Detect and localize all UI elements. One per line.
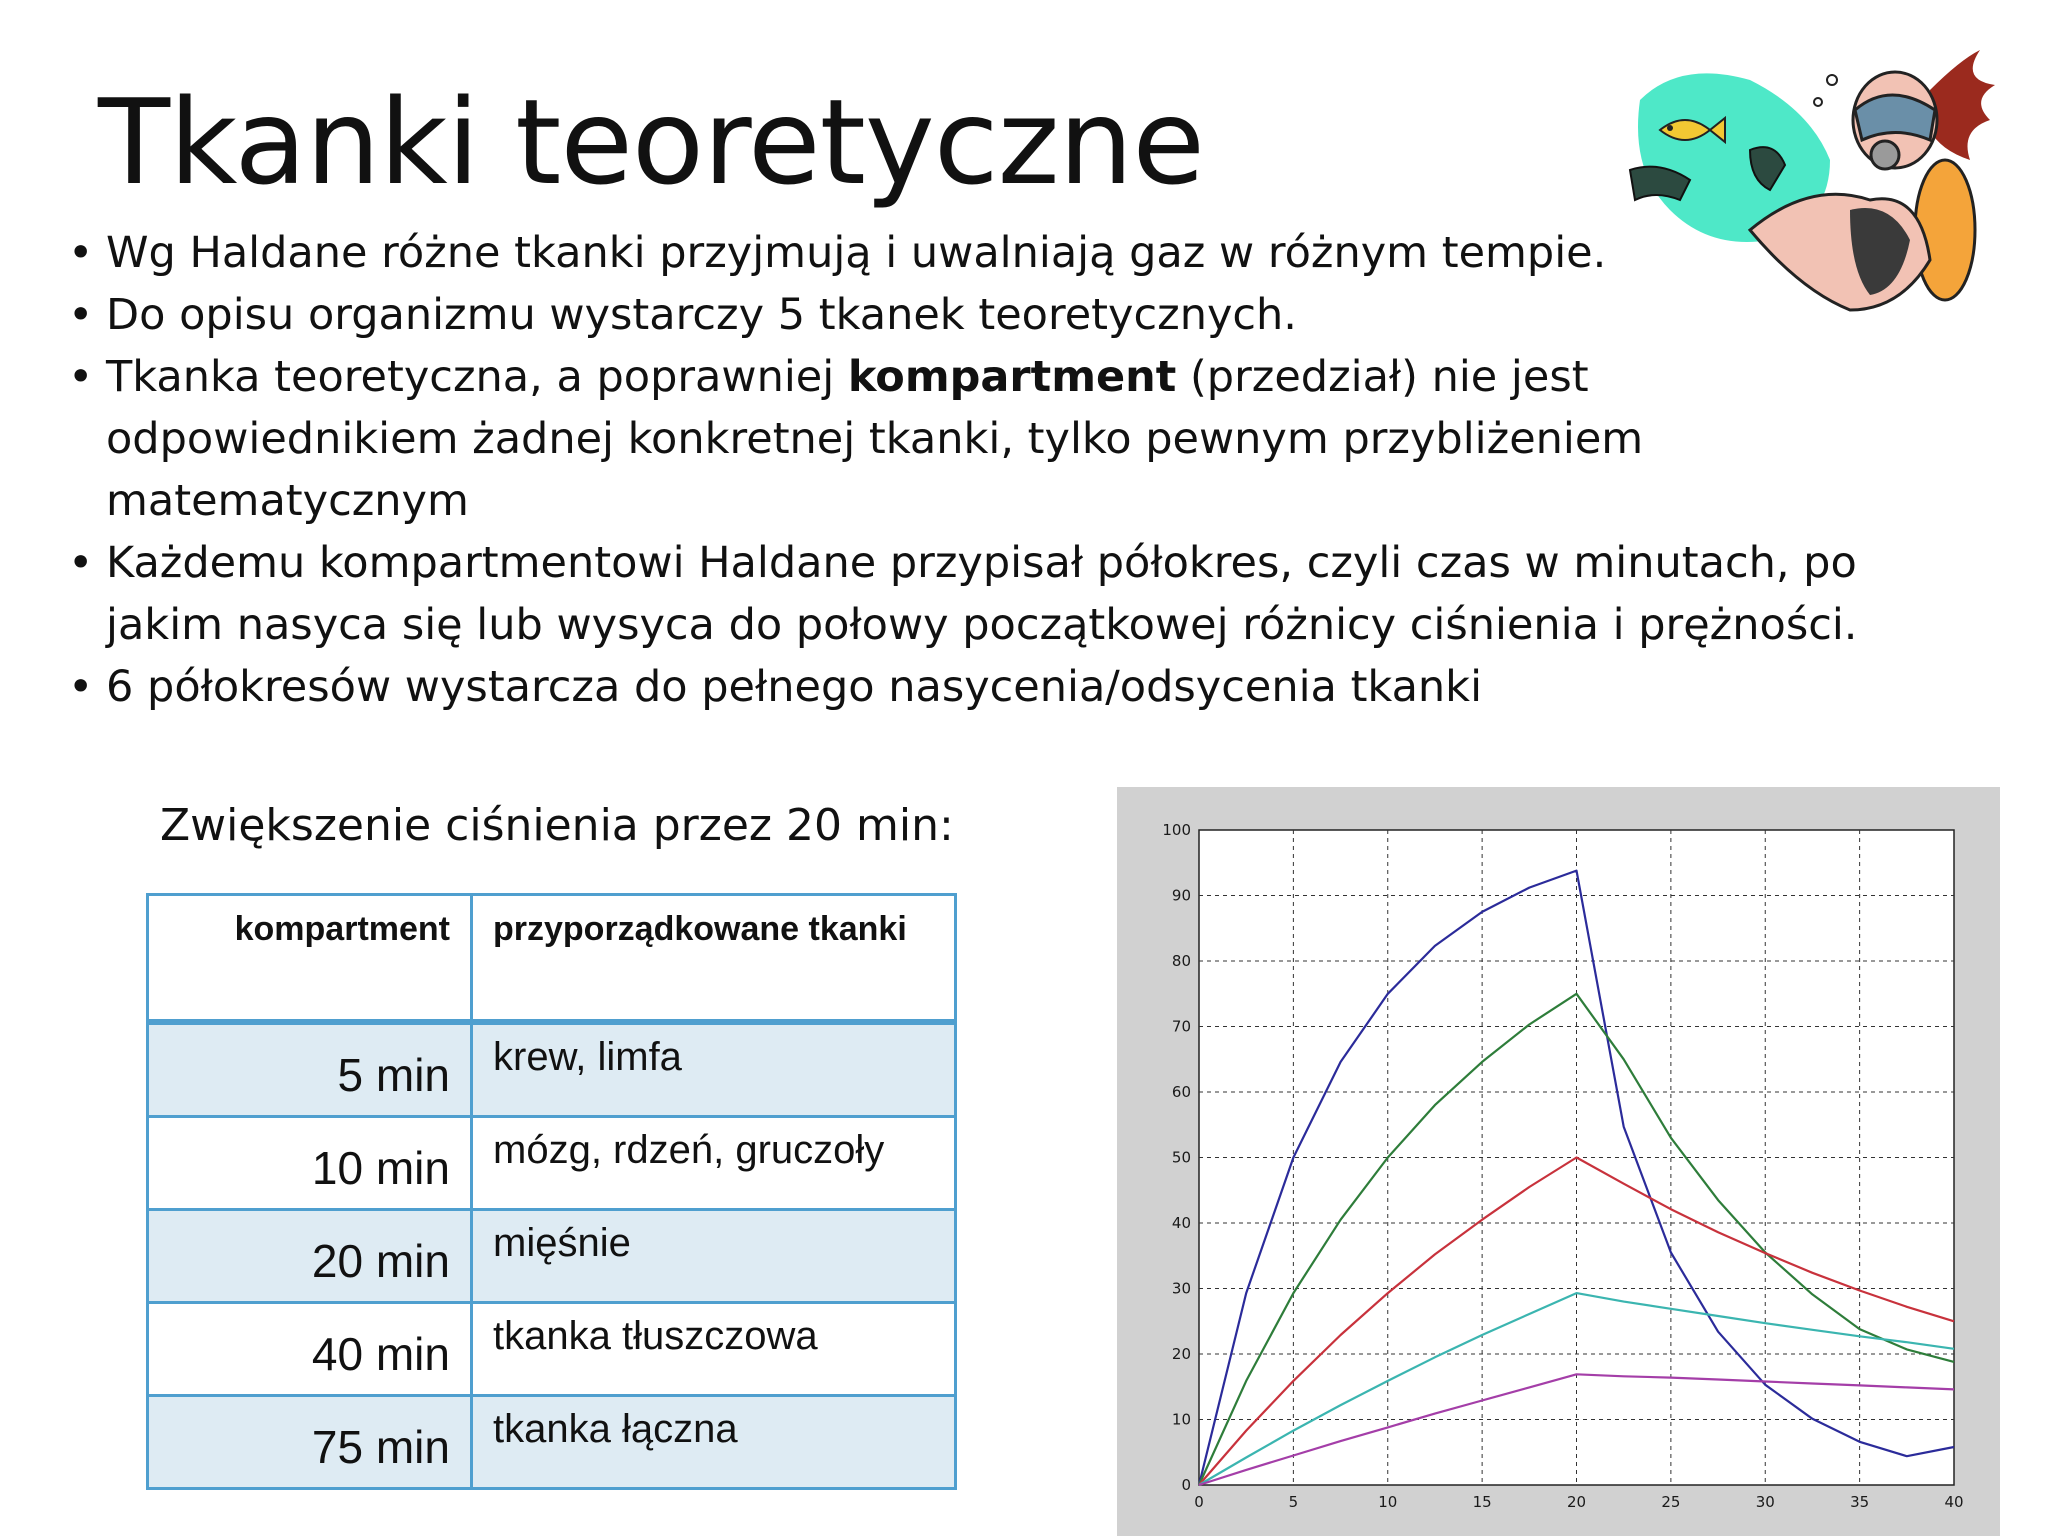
bullet-item: [62, 532, 1942, 656]
bullet-marker: •: [68, 290, 94, 340]
bullet-marker: •: [68, 352, 94, 402]
saturation-chart-frame: [1117, 787, 2000, 1536]
y-tick-label: 0: [1181, 1476, 1191, 1494]
bullet-text-before: Tkanka teoretyczna, a poprawniej: [106, 352, 848, 402]
cell-tissues: krew, limfa: [472, 1022, 956, 1117]
cell-tissues: mięśnie: [472, 1210, 956, 1303]
y-tick-label: 50: [1171, 1148, 1191, 1167]
cell-compartment: 5 min: [148, 1022, 472, 1117]
bullet-text-after: (przedział) nie jest odpowiednikiem żadnej konkretnej tkanki, tylko pewnym przybliżeniem matematycznym: [106, 352, 1644, 526]
cell-tissues: tkanka tłuszczowa: [472, 1303, 956, 1396]
x-tick-label: 40: [1944, 1493, 1964, 1511]
y-tick-label: 40: [1171, 1214, 1191, 1232]
table-row: [148, 1210, 956, 1303]
cell-tissues: tkanka łączna: [472, 1396, 956, 1489]
cell-compartment: 10 min: [148, 1117, 472, 1210]
bullet-item: [62, 284, 1942, 346]
cell-compartment: 40 min: [148, 1303, 472, 1396]
y-tick-label: 80: [1171, 952, 1191, 970]
bullet-item: [62, 346, 1942, 532]
compartment-table: [146, 893, 957, 1490]
x-tick-label: 0: [1194, 1493, 1204, 1511]
bullet-marker: •: [68, 538, 94, 588]
bullet-text: Każdemu kompartmentowi Haldane przypisał półokres, czyli czas w minutach, po jakim nasyca się lub wysyca do połowy początkowej różnicy ciśnienia i prężności.: [106, 538, 1858, 650]
bullet-bold-term: kompartment: [847, 352, 1177, 402]
slide-title: Tkanki teoretyczne: [98, 73, 1204, 211]
table-header-row: [148, 895, 956, 1023]
x-tick-label: 10: [1378, 1493, 1398, 1511]
table-row: [148, 1303, 956, 1396]
bullet-item: [62, 222, 1942, 284]
header-tissues: przyporządkowane tkanki: [472, 895, 956, 1023]
table-row: [148, 1117, 956, 1210]
x-tick-label: 20: [1566, 1493, 1587, 1511]
y-tick-label: 30: [1171, 1279, 1191, 1298]
bullet-marker: •: [68, 228, 94, 278]
x-tick-label: 35: [1850, 1493, 1870, 1511]
cell-compartment: 20 min: [148, 1210, 472, 1303]
cell-tissues: mózg, rdzeń, gruczoły: [472, 1117, 956, 1210]
y-tick-label: 100: [1162, 821, 1191, 839]
saturation-chart: [1117, 787, 2000, 1536]
x-tick-label: 15: [1472, 1493, 1492, 1511]
bullet-text: Do opisu organizmu wystarczy 5 tkanek teoretycznych.: [106, 290, 1297, 340]
table-row: [148, 1396, 956, 1489]
bullet-text: Wg Haldane różne tkanki przyjmują i uwalniają gaz w różnym tempie.: [106, 228, 1607, 278]
y-tick-label: 20: [1171, 1345, 1191, 1363]
x-tick-label: 30: [1755, 1493, 1775, 1511]
bullet-marker: •: [68, 662, 94, 712]
x-tick-label: 25: [1661, 1493, 1681, 1511]
table-row: [148, 1022, 956, 1117]
bullet-list: [62, 222, 1942, 718]
bullet-text: 6 półokresów wystarcza do pełnego nasycenia/odsycenia tkanki: [106, 662, 1483, 712]
table-caption: Zwiększenie ciśnienia przez 20 min:: [160, 800, 954, 851]
y-tick-label: 90: [1171, 886, 1191, 905]
bullet-item: [62, 656, 1942, 718]
x-tick-label: 5: [1288, 1493, 1299, 1511]
cell-compartment: 75 min: [148, 1396, 472, 1489]
y-tick-label: 60: [1171, 1083, 1191, 1101]
y-tick-label: 70: [1171, 1017, 1191, 1036]
y-tick-label: 10: [1171, 1410, 1191, 1429]
header-compartment: kompartment: [148, 895, 472, 1023]
